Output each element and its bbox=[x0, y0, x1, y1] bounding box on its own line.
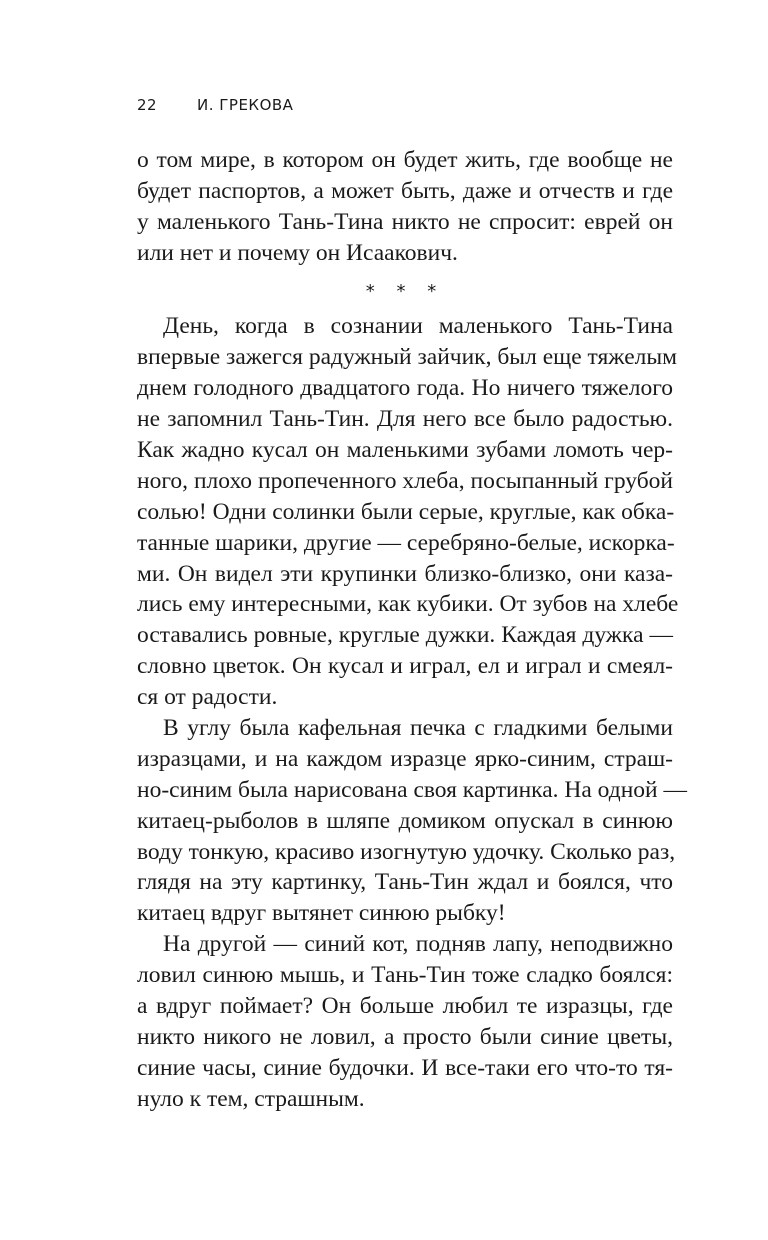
text-line: Как жадно кусал он маленькими зубами ломоть чер- bbox=[137, 437, 673, 464]
text-line: ного, плохо пропеченного хлеба, посыпанный грубой bbox=[137, 467, 673, 494]
page-number: 22 bbox=[137, 96, 158, 114]
author-name: И. ГРЕКОВА bbox=[197, 96, 294, 114]
paragraph-1 bbox=[137, 145, 673, 269]
text-line: или нет и почему он Исаакович. bbox=[137, 239, 458, 266]
text-line: На другой — синий кот, подняв лапу, неподвижно bbox=[163, 931, 673, 958]
text-line: ся от радости. bbox=[137, 684, 278, 711]
text-line: оставались ровные, круглые дужки. Каждая дужка — bbox=[137, 622, 673, 649]
text-line: но-синим была нарисована своя картинка. На одной — bbox=[137, 776, 687, 803]
text-line: солью! Одни солинки были серые, круглые, как обка- bbox=[137, 498, 675, 525]
text-line: День, когда в сознании маленького Тань-Тина bbox=[163, 313, 673, 340]
paragraph-2 bbox=[137, 311, 679, 713]
running-header bbox=[137, 96, 293, 114]
text-line: глядя на эту картинку, Тань-Тин ждал и боялся, что bbox=[137, 869, 673, 896]
text-line: словно цветок. Он кусал и играл, ел и играл и смеял- bbox=[137, 653, 673, 680]
text-line: будет паспортов, а может быть, даже и отчеств и где bbox=[137, 177, 673, 204]
text-line: китаец вдруг вытянет синюю рыбку! bbox=[137, 900, 506, 927]
text-line: изразцами, и на каждом изразце ярко-синим, страш- bbox=[137, 745, 673, 772]
text-line: танные шарики, другие — серебряно-белые, искорка- bbox=[137, 529, 675, 556]
text-line: днем голодного двадцатого года. Но ничего тяжелого bbox=[137, 375, 673, 402]
text-line: впервые зажегся радужный зайчик, был еще тяжелым bbox=[137, 344, 678, 371]
text-line: ловил синюю мышь, и Тань-Тин тоже сладко боялся: bbox=[137, 962, 673, 989]
text-line: нуло к тем, страшным. bbox=[137, 1085, 365, 1112]
paragraph-3 bbox=[137, 713, 687, 929]
text-line: В углу была кафельная печка с гладкими белыми bbox=[163, 715, 673, 742]
section-separator: * * * bbox=[365, 280, 445, 302]
text-line: о том мире, в котором он будет жить, где вообще не bbox=[137, 147, 673, 173]
text-line: китаец-рыболов в шляпе домиком опускал в синюю bbox=[137, 807, 673, 834]
text-line: никто никого не ловил, а просто были синие цветы, bbox=[137, 1023, 673, 1050]
text-line: воду тонкую, красиво изогнутую удочку. Сколько раз, bbox=[137, 838, 676, 865]
text-line: не запомнил Тань-Тин. Для него все было радостью. bbox=[137, 406, 673, 433]
text-line: а вдруг поймает? Он больше любил те изразцы, где bbox=[137, 993, 673, 1020]
text-line: синие часы, синие будочки. И все-таки его что-то тя- bbox=[137, 1054, 673, 1081]
text-line: у маленького Тань-Тина никто не спросит: еврей он bbox=[137, 208, 673, 235]
text-line: лись ему интересными, как кубики. От зубов на хлебе bbox=[137, 591, 679, 618]
text-line: ми. Он видел эти крупинки близко-близко, они каза- bbox=[137, 560, 673, 587]
paragraph-4 bbox=[137, 929, 673, 1114]
page-body bbox=[137, 145, 687, 1115]
